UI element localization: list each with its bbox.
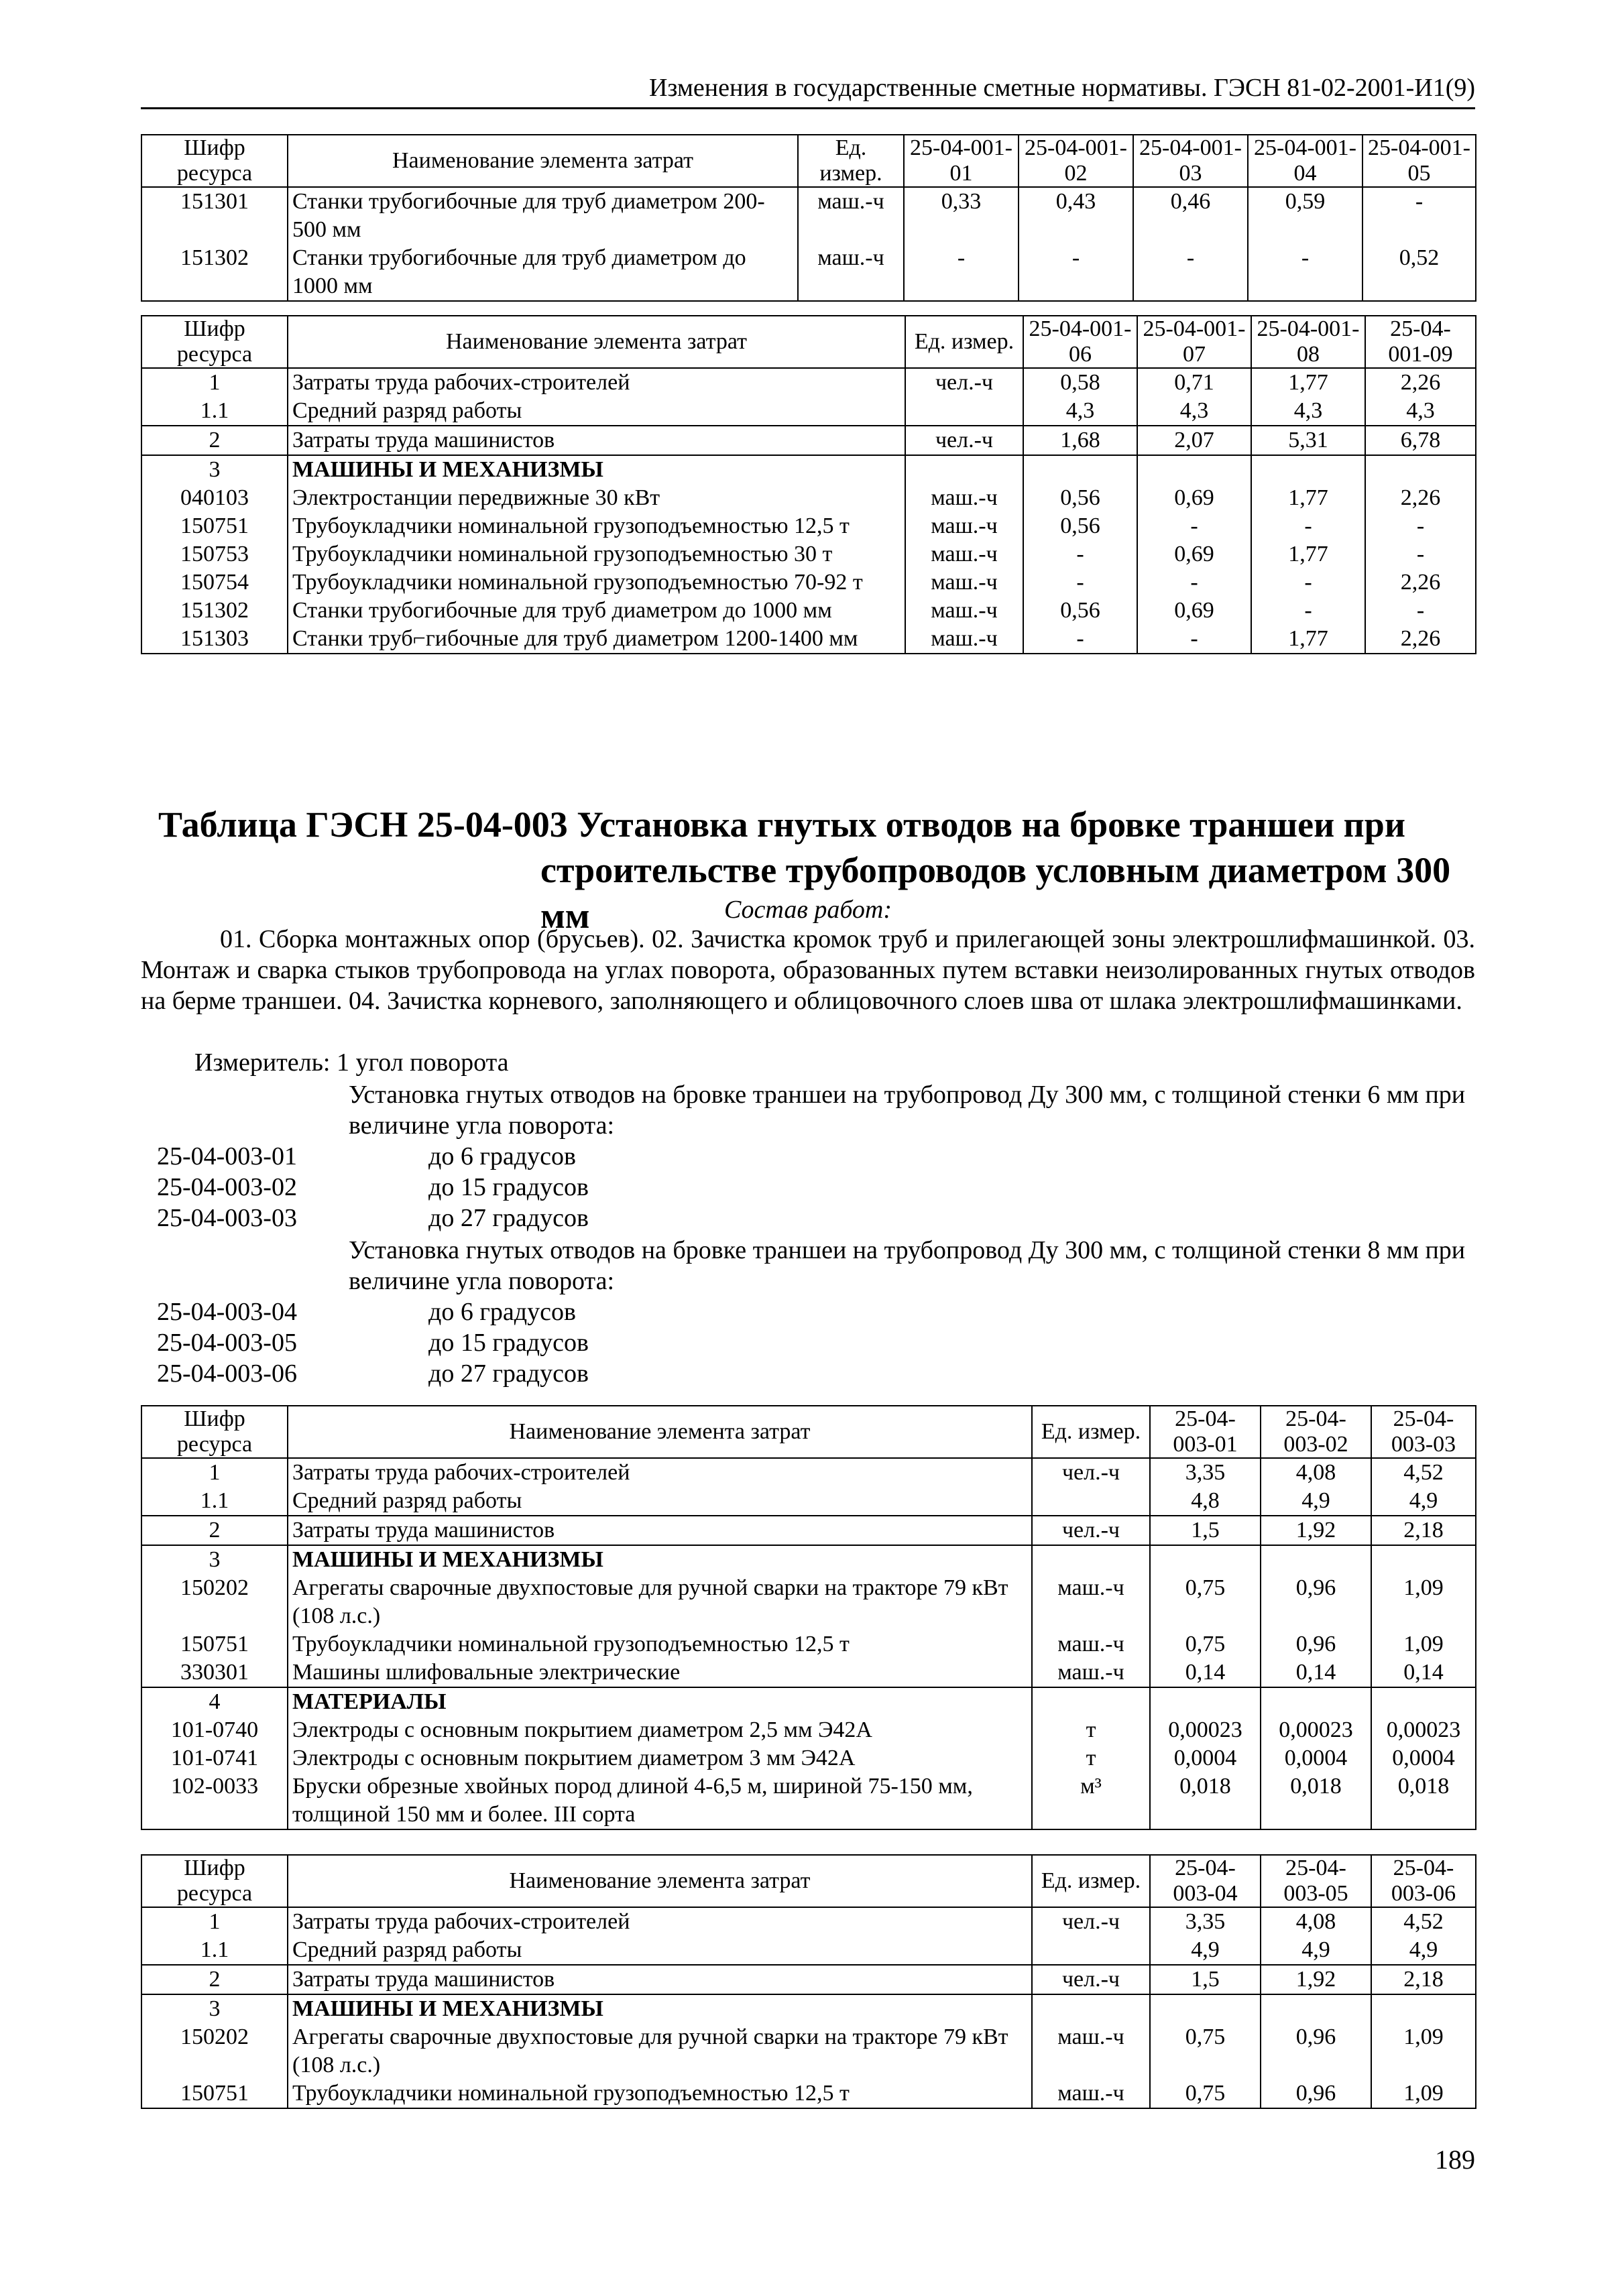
cell-value: - — [1023, 568, 1137, 597]
cell-value: 3,35 — [1150, 1907, 1261, 1936]
table-row — [141, 1574, 1476, 1630]
cell-unit: маш.-ч — [905, 540, 1023, 568]
cell-value: 0,14 — [1371, 1658, 1476, 1687]
norm-group-1 — [141, 1079, 1475, 1233]
col-header: Шифр ресурса — [141, 1855, 288, 1907]
cell-name: Затраты труда машинистов — [288, 1965, 1032, 1994]
norm-label: до 6 градусов — [428, 1142, 576, 1170]
cell-value: - — [1248, 244, 1362, 301]
cell-code: 1.1 — [141, 1487, 288, 1516]
table-header-row — [141, 135, 1476, 187]
table-row — [141, 397, 1476, 426]
cell-value: - — [1137, 512, 1251, 540]
cell-value: 0,46 — [1133, 187, 1248, 244]
cell-name: Трубоукладчики номинальной грузоподъемностью 70-92 т — [288, 568, 905, 597]
cell-value: 0,75 — [1150, 2079, 1261, 2108]
cell-name: Станки труб⌐гибочные для труб диаметром 1200-1400 мм — [288, 625, 905, 654]
cell-value: 0,75 — [1150, 1574, 1261, 1630]
cell-value: 4,9 — [1261, 1936, 1371, 1965]
norm-item — [141, 1141, 1475, 1172]
cell-value: - — [904, 244, 1019, 301]
cell-code: 150202 — [141, 1574, 288, 1630]
cell-code: 151303 — [141, 625, 288, 654]
table-row — [141, 1458, 1476, 1487]
norm-label: до 27 градусов — [428, 1204, 589, 1232]
table-title-line2: строительстве трубопроводов условным диаметром 300 мм — [540, 850, 1451, 936]
cell-unit: маш.-ч — [905, 484, 1023, 512]
cell-value: 2,26 — [1365, 568, 1476, 597]
col-header: Наименование элемента затрат — [288, 1406, 1032, 1458]
norm-label: до 27 градусов — [428, 1360, 589, 1388]
cell-value: 0,58 — [1023, 368, 1137, 397]
col-header: 25-04-001-06 — [1023, 316, 1137, 368]
col-header: 25-04-001-02 — [1019, 135, 1133, 187]
cell-unit: чел.-ч — [1032, 1965, 1150, 1994]
cell-value: 4,52 — [1371, 1907, 1476, 1936]
cell-value: 5,31 — [1251, 426, 1365, 455]
cell-value: 4,3 — [1251, 397, 1365, 426]
cell-value: 0,52 — [1362, 244, 1476, 301]
norm-item — [141, 1172, 1475, 1203]
cell-code: 150202 — [141, 2023, 288, 2079]
cell-value: 0,56 — [1023, 512, 1137, 540]
cell-code: 101-0740 — [141, 1716, 288, 1744]
norm-group-desc: Установка гнутых отводов на бровке траншеи на трубопровод Ду 300 мм, с толщиной стенки 6 мм при величине угла поворота: — [349, 1081, 1466, 1140]
table-row — [141, 1936, 1476, 1965]
cell-name: Станки трубогибочные для труб диаметром 200-500 мм — [288, 187, 798, 244]
cell-name: Электростанции передвижные 30 кВт — [288, 484, 905, 512]
cell-code: 151301 — [141, 187, 288, 244]
cell-value: 1,09 — [1371, 2023, 1476, 2079]
col-header: 25-04-003-03 — [1371, 1406, 1476, 1458]
cell-name: Трубоукладчики номинальной грузоподъемностью 12,5 т — [288, 512, 905, 540]
norms-table-001-01-05 — [141, 134, 1476, 302]
col-header: 25-04-003-05 — [1261, 1855, 1371, 1907]
cell-code: 150751 — [141, 512, 288, 540]
cell-value: 4,9 — [1371, 1487, 1476, 1516]
table-row — [141, 1545, 1476, 1574]
cell-name: Электроды с основным покрытием диаметром 2,5 мм Э42А — [288, 1716, 1032, 1744]
cell-value: 0,59 — [1248, 187, 1362, 244]
table-row — [141, 1516, 1476, 1545]
cell-value: - — [1023, 625, 1137, 654]
norm-code: 25-04-003-04 — [157, 1298, 297, 1326]
cell-unit: маш.-ч — [905, 568, 1023, 597]
cell-value: 1,77 — [1251, 540, 1365, 568]
table-row — [141, 1994, 1476, 2023]
table-row — [141, 187, 1476, 244]
cell-unit: маш.-ч — [1032, 1574, 1150, 1630]
cell-code: 3 — [141, 1994, 288, 2023]
col-header: 25-04-003-02 — [1261, 1406, 1371, 1458]
col-header: Ед. измер. — [1032, 1855, 1150, 1907]
cell-value: 4,3 — [1365, 397, 1476, 426]
cell-unit: маш.-ч — [905, 625, 1023, 654]
cell-code: 1.1 — [141, 397, 288, 426]
measurement-unit: Измеритель: 1 угол поворота — [194, 1048, 509, 1077]
cell-value: - — [1137, 568, 1251, 597]
cell-value: 1,92 — [1261, 1516, 1371, 1545]
cell-value: 2,18 — [1371, 1965, 1476, 1994]
cell-value: 1,09 — [1371, 1574, 1476, 1630]
col-header: Шифр ресурса — [141, 316, 288, 368]
table-row — [141, 484, 1476, 512]
cell-unit: чел.-ч — [905, 368, 1023, 397]
cell-code: 2 — [141, 1965, 288, 1994]
cell-name: Агрегаты сварочные двухпостовые для ручной сварки на тракторе 79 кВт (108 л.с.) — [288, 1574, 1032, 1630]
norm-item — [141, 1296, 1475, 1327]
table-row — [141, 597, 1476, 625]
cell-code: 151302 — [141, 597, 288, 625]
col-header: 25-04-001-05 — [1362, 135, 1476, 187]
cell-code: 150751 — [141, 1630, 288, 1658]
col-header: 25-04-003-04 — [1150, 1855, 1261, 1907]
cell-code: 1 — [141, 1907, 288, 1936]
cell-name: Агрегаты сварочные двухпостовые для ручной сварки на тракторе 79 кВт (108 л.с.) — [288, 2023, 1032, 2079]
cell-value: 4,9 — [1150, 1936, 1261, 1965]
table-row — [141, 1658, 1476, 1687]
col-header: Шифр ресурса — [141, 1406, 288, 1458]
col-header: 25-04-001-07 — [1137, 316, 1251, 368]
col-header: Ед. измер. — [798, 135, 904, 187]
cell-name: Бруски обрезные хвойных пород длиной 4-6,5 м, шириной 75-150 мм, толщиной 150 мм и более. III сорта — [288, 1772, 1032, 1829]
cell-value: 0,43 — [1019, 187, 1133, 244]
cell-name: Станки трубогибочные для труб диаметром до 1000 мм — [288, 597, 905, 625]
table-row — [141, 540, 1476, 568]
cell-code: 151302 — [141, 244, 288, 301]
cell-section-title: МАШИНЫ И МЕХАНИЗМЫ — [288, 1545, 1032, 1574]
cell-name: Средний разряд работы — [288, 1487, 1032, 1516]
cell-section-title: МАШИНЫ И МЕХАНИЗМЫ — [288, 455, 905, 484]
cell-value: 0,69 — [1137, 484, 1251, 512]
cell-name: Трубоукладчики номинальной грузоподъемностью 30 т — [288, 540, 905, 568]
cell-unit: маш.-ч — [1032, 2023, 1150, 2079]
cell-value: 4,8 — [1150, 1487, 1261, 1516]
col-header: Наименование элемента затрат — [288, 316, 905, 368]
cell-value: 1,09 — [1371, 2079, 1476, 2108]
table-header-row — [141, 316, 1476, 368]
work-composition-text: 01. Сборка монтажных опор (брусьев). 02. Зачистка кромок труб и прилегающей зоны электрошлифмашинкой. 03. Монтаж и сварка стыков трубопровода на углах поворота, образованных путем вставки неизолированных гнутых отводов на берме траншеи. 04. Зачистка корневого, заполняющего и облицовочного слоев шва от шлака электрошлифмашинками. — [141, 925, 1475, 1015]
cell-value: - — [1251, 597, 1365, 625]
norm-label: до 15 градусов — [428, 1329, 589, 1357]
cell-value: 6,78 — [1365, 426, 1476, 455]
cell-value: 0,018 — [1371, 1772, 1476, 1829]
cell-value: 4,3 — [1137, 397, 1251, 426]
col-header: 25-04-001-08 — [1251, 316, 1365, 368]
norm-label: до 15 градусов — [428, 1173, 589, 1201]
cell-unit: т — [1032, 1716, 1150, 1744]
cell-code: 330301 — [141, 1658, 288, 1687]
norm-item — [141, 1358, 1475, 1389]
cell-code: 1 — [141, 1458, 288, 1487]
cell-value: 0,69 — [1137, 540, 1251, 568]
table-row — [141, 2023, 1476, 2079]
cell-value: 0,14 — [1261, 1658, 1371, 1687]
table-row — [141, 1907, 1476, 1936]
col-header: Ед. измер. — [905, 316, 1023, 368]
cell-unit: маш.-ч — [798, 244, 904, 301]
cell-value: 1,77 — [1251, 484, 1365, 512]
table-row — [141, 568, 1476, 597]
cell-value: 0,0004 — [1371, 1744, 1476, 1772]
page-number: 189 — [1435, 2144, 1475, 2175]
cell-value: 0,00023 — [1371, 1716, 1476, 1744]
cell-unit: чел.-ч — [1032, 1458, 1150, 1487]
cell-value: 0,75 — [1150, 2023, 1261, 2079]
cell-unit: маш.-ч — [1032, 1630, 1150, 1658]
cell-value: 1,09 — [1371, 1630, 1476, 1658]
norm-code: 25-04-003-03 — [157, 1204, 297, 1232]
cell-name: Затраты труда рабочих-строителей — [288, 1907, 1032, 1936]
cell-unit — [905, 397, 1023, 426]
table-row — [141, 625, 1476, 654]
cell-name: Затраты труда рабочих-строителей — [288, 368, 905, 397]
cell-value: 2,26 — [1365, 368, 1476, 397]
norm-code: 25-04-003-02 — [157, 1173, 297, 1201]
table-header-row — [141, 1406, 1476, 1458]
norm-item — [141, 1203, 1475, 1233]
cell-unit — [1032, 1936, 1150, 1965]
cell-value: 2,07 — [1137, 426, 1251, 455]
cell-value: - — [1251, 568, 1365, 597]
table-row — [141, 244, 1476, 301]
col-header: 25-04-003-06 — [1371, 1855, 1476, 1907]
cell-value: 4,08 — [1261, 1907, 1371, 1936]
table-row — [141, 2079, 1476, 2108]
cell-value: - — [1251, 512, 1365, 540]
cell-value: 1,68 — [1023, 426, 1137, 455]
cell-value: 1,77 — [1251, 368, 1365, 397]
cell-value: 0,71 — [1137, 368, 1251, 397]
table-row — [141, 368, 1476, 397]
cell-code: 1.1 — [141, 1936, 288, 1965]
cell-value: 1,92 — [1261, 1965, 1371, 1994]
cell-value: 0,0004 — [1261, 1744, 1371, 1772]
col-header: 25-04-001-09 — [1365, 316, 1476, 368]
cell-value: 4,08 — [1261, 1458, 1371, 1487]
cell-value: - — [1365, 597, 1476, 625]
norm-item — [141, 1327, 1475, 1358]
cell-code: 1 — [141, 368, 288, 397]
cell-unit — [1032, 1487, 1150, 1516]
cell-value: - — [1137, 625, 1251, 654]
norms-table-003-01-03 — [141, 1405, 1476, 1830]
table-row — [141, 1965, 1476, 1994]
norms-table-003-04-06 — [141, 1854, 1476, 2109]
col-header: 25-04-001-03 — [1133, 135, 1248, 187]
col-header: Наименование элемента затрат — [288, 135, 798, 187]
cell-value: 0,96 — [1261, 2023, 1371, 2079]
cell-value: 2,26 — [1365, 484, 1476, 512]
cell-code: 101-0741 — [141, 1744, 288, 1772]
norm-label: до 6 градусов — [428, 1298, 576, 1326]
cell-name: Станки трубогибочные для труб диаметром до 1000 мм — [288, 244, 798, 301]
cell-value: 0,33 — [904, 187, 1019, 244]
cell-unit: м³ — [1032, 1772, 1150, 1829]
norm-code: 25-04-003-05 — [157, 1329, 297, 1357]
norms-table-001-06-09 — [141, 315, 1476, 654]
col-header: 25-04-001-04 — [1248, 135, 1362, 187]
norm-code: 25-04-003-01 — [157, 1142, 297, 1170]
cell-code: 150754 — [141, 568, 288, 597]
table-row — [141, 1487, 1476, 1516]
norm-code: 25-04-003-06 — [157, 1360, 297, 1388]
col-header: 25-04-003-01 — [1150, 1406, 1261, 1458]
table-row — [141, 1744, 1476, 1772]
cell-value: 0,018 — [1150, 1772, 1261, 1829]
col-header: Шифр ресурса — [141, 135, 288, 187]
cell-value: 0,018 — [1261, 1772, 1371, 1829]
cell-name: Электроды с основным покрытием диаметром 3 мм Э42А — [288, 1744, 1032, 1772]
cell-value: - — [1019, 244, 1133, 301]
cell-value: 4,3 — [1023, 397, 1137, 426]
cell-value: 0,56 — [1023, 597, 1137, 625]
cell-code: 3 — [141, 455, 288, 484]
table-row — [141, 1687, 1476, 1716]
cell-section-title: МАТЕРИАЛЫ — [288, 1687, 1032, 1716]
cell-unit: маш.-ч — [1032, 1658, 1150, 1687]
cell-value: 0,96 — [1261, 1574, 1371, 1630]
running-header: Изменения в государственные сметные нормативы. ГЭСН 81-02-2001-И1(9) — [141, 72, 1475, 109]
table-row — [141, 1716, 1476, 1744]
cell-value: - — [1133, 244, 1248, 301]
cell-unit: маш.-ч — [798, 187, 904, 244]
cell-unit: маш.-ч — [905, 512, 1023, 540]
cell-value: 0,00023 — [1261, 1716, 1371, 1744]
cell-code: 040103 — [141, 484, 288, 512]
cell-name: Затраты труда машинистов — [288, 426, 905, 455]
cell-unit: чел.-ч — [905, 426, 1023, 455]
cell-name: Средний разряд работы — [288, 397, 905, 426]
norm-group-desc: Установка гнутых отводов на бровке траншеи на трубопровод Ду 300 мм, с толщиной стенки 8 мм при величине угла поворота: — [349, 1236, 1466, 1295]
cell-value: 0,00023 — [1150, 1716, 1261, 1744]
cell-unit: маш.-ч — [905, 597, 1023, 625]
cell-name: Трубоукладчики номинальной грузоподъемностью 12,5 т — [288, 1630, 1032, 1658]
cell-name: Средний разряд работы — [288, 1936, 1032, 1965]
table-row — [141, 1630, 1476, 1658]
cell-value: 0,69 — [1137, 597, 1251, 625]
cell-value: 0,14 — [1150, 1658, 1261, 1687]
cell-unit: чел.-ч — [1032, 1516, 1150, 1545]
table-row — [141, 455, 1476, 484]
cell-code: 4 — [141, 1687, 288, 1716]
cell-name: Машины шлифовальные электрические — [288, 1658, 1032, 1687]
cell-code: 2 — [141, 1516, 288, 1545]
cell-code: 150753 — [141, 540, 288, 568]
table-header-row — [141, 1855, 1476, 1907]
cell-value: - — [1023, 540, 1137, 568]
col-header: 25-04-001-01 — [904, 135, 1019, 187]
cell-value: - — [1365, 540, 1476, 568]
work-composition-label: Состав работ: — [723, 896, 892, 924]
cell-value: - — [1365, 512, 1476, 540]
col-header: Наименование элемента затрат — [288, 1855, 1032, 1907]
cell-value: 1,5 — [1150, 1965, 1261, 1994]
norm-group-2 — [141, 1235, 1475, 1389]
cell-value: 0,96 — [1261, 1630, 1371, 1658]
cell-value: 0,56 — [1023, 484, 1137, 512]
cell-value: 1,5 — [1150, 1516, 1261, 1545]
cell-value: 4,9 — [1371, 1936, 1476, 1965]
cell-name: Затраты труда рабочих-строителей — [288, 1458, 1032, 1487]
cell-value: 2,26 — [1365, 625, 1476, 654]
cell-value: 4,52 — [1371, 1458, 1476, 1487]
cell-code: 150751 — [141, 2079, 288, 2108]
cell-name: Затраты труда машинистов — [288, 1516, 1032, 1545]
col-header: Ед. измер. — [1032, 1406, 1150, 1458]
cell-code: 102-0033 — [141, 1772, 288, 1829]
cell-value: 3,35 — [1150, 1458, 1261, 1487]
cell-value: - — [1362, 187, 1476, 244]
cell-value: 0,96 — [1261, 2079, 1371, 2108]
table-row — [141, 1772, 1476, 1829]
cell-value: 0,75 — [1150, 1630, 1261, 1658]
cell-value: 0,0004 — [1150, 1744, 1261, 1772]
table-row — [141, 512, 1476, 540]
cell-unit: чел.-ч — [1032, 1907, 1150, 1936]
cell-code: 3 — [141, 1545, 288, 1574]
table-title-line1: Таблица ГЭСН 25-04-003 Установка гнутых отводов на бровке траншеи при — [158, 804, 1405, 845]
cell-section-title: МАШИНЫ И МЕХАНИЗМЫ — [288, 1994, 1032, 2023]
table-row — [141, 426, 1476, 455]
cell-value: 1,77 — [1251, 625, 1365, 654]
cell-unit: маш.-ч — [1032, 2079, 1150, 2108]
cell-value: 4,9 — [1261, 1487, 1371, 1516]
cell-value: 2,18 — [1371, 1516, 1476, 1545]
cell-code: 2 — [141, 426, 288, 455]
cell-name: Трубоукладчики номинальной грузоподъемностью 12,5 т — [288, 2079, 1032, 2108]
cell-unit: т — [1032, 1744, 1150, 1772]
